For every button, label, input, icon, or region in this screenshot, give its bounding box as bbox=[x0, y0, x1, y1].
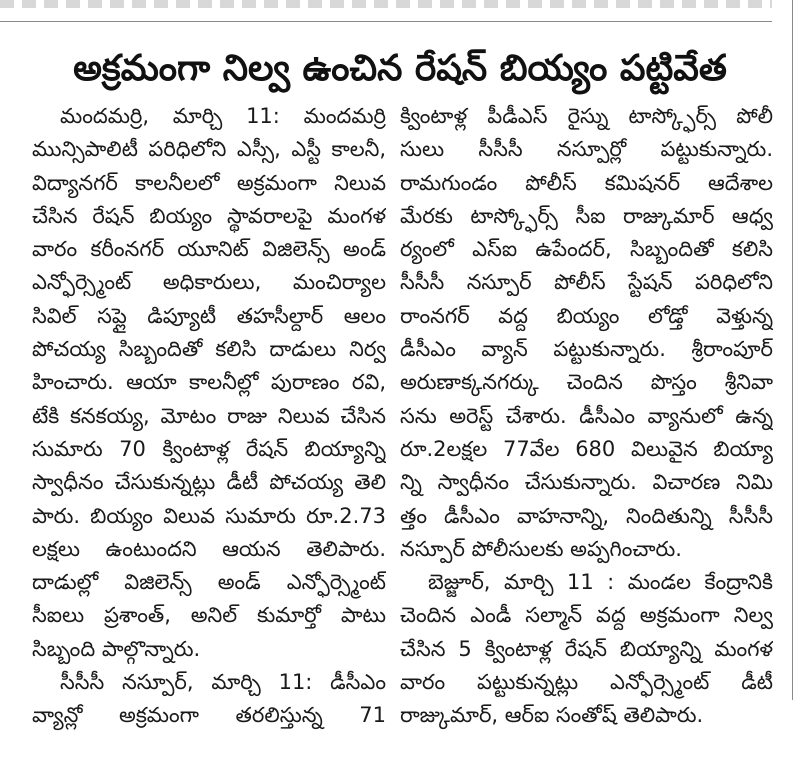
article-line: దాడుల్లో విజిలెన్స్ అండ్ ఎన్ఫోర్స్మెంట్ bbox=[32, 570, 386, 595]
article-line: టేకి కనకయ్య, మోటం రాజు నిలువ చేసిన bbox=[32, 403, 386, 428]
article-line: మున్సిపాలిటీ పరిధిలోని ఎస్సీ, ఎస్టీ కాలనీ, bbox=[32, 137, 386, 162]
article-line: పోచయ్య సిబ్బందితో కలిసి దాడులు నిర్వ bbox=[32, 337, 386, 362]
article-line: పారు. బియ్యం విలువ సుమారు రూ.2.73 bbox=[32, 503, 386, 528]
article-line: సీసీసీ నస్పూర్, మార్చి 11: డీసీఎం bbox=[60, 670, 386, 695]
article-line: ఎన్ఫోర్స్మెంట్ అధికారులు, మంచిర్యాల bbox=[32, 270, 386, 295]
article-line: సులు సీసీసీ నస్పూర్లో పట్టుకున్నారు. bbox=[400, 137, 773, 162]
article-line: సుమారు 70 క్వింటాళ్ల రేషన్ బియ్యాన్ని bbox=[32, 436, 386, 461]
article-line: వారం కరీంనగర్ యూనిట్ విజిలెన్స్ అండ్ bbox=[32, 237, 386, 262]
article-line: సివిల్ సప్లై డిప్యూటీ తహసీల్దార్ ఆలం bbox=[32, 303, 386, 328]
article-line: లక్షలు ఉంటుందని ఆయన తెలిపారు. bbox=[32, 536, 386, 561]
article-headline: అక్రమంగా నిల్వ ఉంచిన రేషన్ బియ్యం పట్టివేత bbox=[73, 48, 727, 89]
article-line: రాంనగర్ వద్ద బియ్యం లోడ్తో వెళ్తున్న bbox=[400, 303, 773, 328]
article-line: వ్యాన్లో అక్రమంగా తరలిస్తున్న 71 bbox=[32, 703, 386, 728]
article-line: రూ.2లక్షల 77వేల 680 విలువైన బియ్యా bbox=[400, 436, 773, 461]
article-line: క్వింటాళ్ల పీడీఎస్ రైస్ను టాస్క్ఫోర్స్ పోలీ bbox=[400, 104, 773, 128]
article-column-left bbox=[32, 100, 386, 733]
article-line: సను అరెస్ట్ చేశారు. డీసీఎం వ్యానులో ఉన్న bbox=[400, 403, 773, 428]
article-line: మందమర్రి, మార్చి 11: మందమర్రి bbox=[60, 104, 386, 128]
side-divider bbox=[792, 0, 793, 700]
article-line: నస్పూర్ పోలీసులకు అప్పగించారు. bbox=[400, 536, 682, 561]
article-line: సీఐలు ప్రశాంత్, అనిల్ కుమార్తో పాటు bbox=[32, 603, 386, 628]
article-column-right bbox=[400, 100, 773, 733]
article-line: బెజ్జూర్, మార్చి 11 : మండల కేంద్రానికి bbox=[428, 570, 773, 595]
article-line: వారం పట్టుకున్నట్లు ఎన్ఫోర్స్మెంట్ డీటీ bbox=[400, 670, 773, 695]
article-line: డీసీఎం వ్యాన్ పట్టుకున్నారు. శ్రీరాంపూర్ bbox=[400, 337, 773, 362]
article-line: చెందిన ఎండీ సల్మాన్ వద్ద అక్రమంగా నిల్వ bbox=[400, 603, 773, 628]
clipped-previous-text bbox=[0, 0, 772, 8]
article-line: స్వాధీనం చేసుకున్నట్లు డీటీ పోచయ్య తెలి bbox=[32, 470, 386, 495]
article-line: చేసిన రేషన్ బియ్యం స్థావరాలపై మంగళ bbox=[32, 203, 386, 228]
top-divider bbox=[0, 21, 772, 22]
article-line: చేసిన 5 క్వింటాళ్ల రేషన్ బియ్యాన్ని మంగళ bbox=[400, 636, 773, 661]
article-line: విద్యానగర్ కాలనీలలో అక్రమంగా నిలువ bbox=[32, 170, 386, 195]
article-line: సిబ్బంది పాల్గొన్నారు. bbox=[32, 636, 201, 661]
article-line: రామగుండం పోలీస్ కమిషనర్ ఆదేశాల bbox=[400, 170, 773, 195]
article-line: న్ని స్వాధీనం చేసుకున్నారు. విచారణ నిమి bbox=[400, 470, 773, 495]
article-line: ర్యంలో ఎస్ఐ ఉపేందర్, సిబ్బందితో కలిసి bbox=[400, 237, 773, 262]
article-line: మేరకు టాస్క్ఫోర్స్ సీఐ రాజ్కుమార్ ఆధ్వ bbox=[400, 203, 773, 228]
article-line: రాజ్కుమార్, ఆర్ఐ సంతోష్ తెలిపారు. bbox=[400, 703, 704, 728]
article-line: అరుణాక్కనగర్కు చెందిన పొస్తం శ్రీనివా bbox=[400, 370, 773, 395]
article-line: సీసీసీ నస్పూర్ పోలీస్ స్టేషన్ పరిధిలోని bbox=[400, 270, 773, 295]
article-line: త్తం డీసీఎం వాహనాన్ని, నిందితున్ని సీసీసీ bbox=[400, 503, 773, 528]
article-line: హించారు. ఆయా కాలనీల్లో పురాణం రవి, bbox=[32, 370, 386, 395]
